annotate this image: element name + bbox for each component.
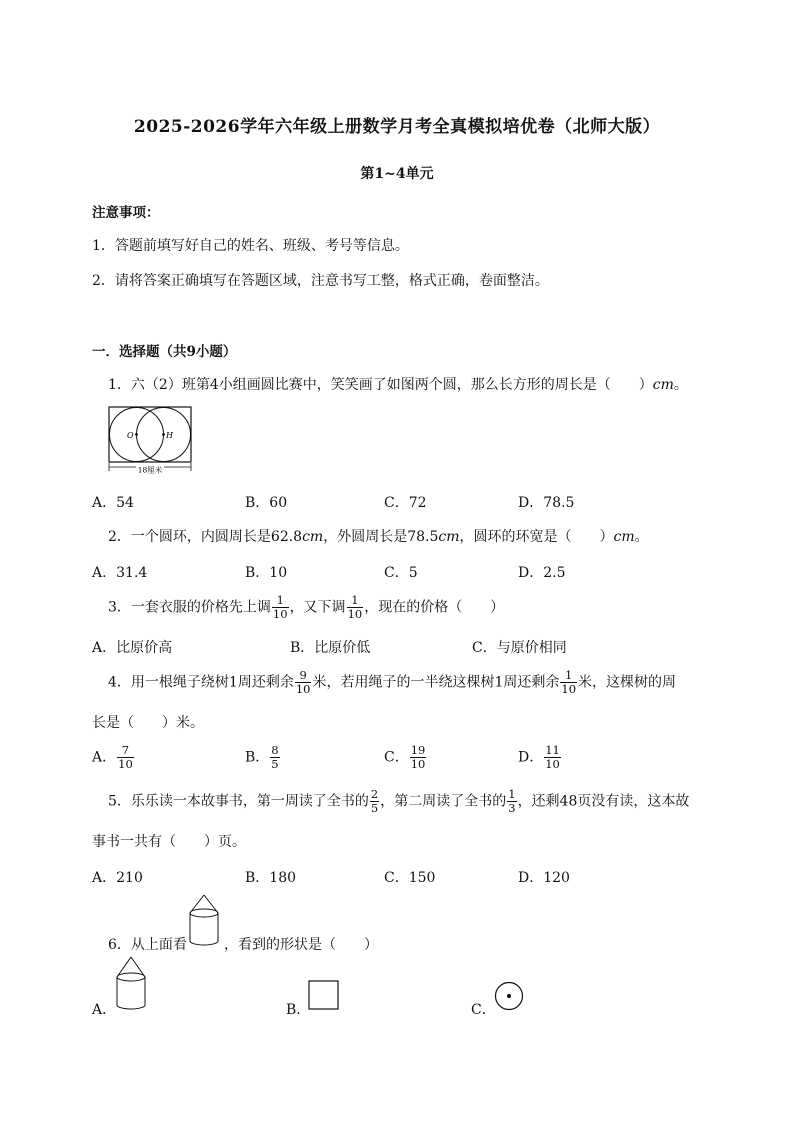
q1-option-d[interactable]: D．78.5 bbox=[518, 495, 575, 511]
question-6-prefix: 6．从上面看 bbox=[108, 937, 187, 953]
q6-option-b-square-icon[interactable] bbox=[308, 980, 340, 1012]
question-1-unit: cm bbox=[652, 377, 674, 393]
figure-dimension-label: 18厘米 bbox=[137, 465, 163, 474]
question-5-text: 5．乐乐读一本故事书，第一周读了全书的 $\frac{2}{5}$ ，第二周读了全书的 $\frac{1}{3}$ ，还剩48页没有读，这本故 bbox=[108, 787, 690, 815]
q4-option-d[interactable]: D． $\frac{11}{10}$ bbox=[518, 743, 560, 771]
question-4-line2: 长是（ ）米。 bbox=[92, 715, 204, 731]
q5-option-d[interactable]: D．120 bbox=[518, 870, 570, 886]
q4-option-a[interactable]: A． $\frac{7}{10}$ bbox=[92, 743, 133, 771]
q2-option-d[interactable]: D．2.5 bbox=[518, 565, 566, 581]
question-1-tail: 。 bbox=[673, 377, 688, 393]
figure-rectangle bbox=[109, 407, 191, 462]
q5-option-a[interactable]: A．210 bbox=[92, 870, 143, 886]
q6-option-c-circle-dot-icon[interactable] bbox=[494, 981, 524, 1011]
q3-fraction-1: $\frac{1}{10}$ bbox=[272, 593, 288, 621]
q1-option-b[interactable]: B．60 bbox=[245, 495, 288, 511]
q2-option-c[interactable]: C．5 bbox=[384, 565, 418, 581]
two-circles-figure bbox=[108, 406, 193, 474]
notice-heading: 注意事项： bbox=[92, 205, 160, 221]
figure-label-o: O bbox=[127, 431, 134, 440]
page-title: 2025-2026学年六年级上册数学月考全真模拟培优卷（北师大版） bbox=[133, 117, 661, 137]
cone-cylinder-icon bbox=[187, 893, 221, 949]
q3-option-b[interactable]: B．比原价低 bbox=[290, 640, 371, 656]
q6-option-c-label[interactable]: C． bbox=[471, 1002, 496, 1018]
notice-item-2: 2．请将答案正确填写在答题区域，注意书写工整，格式正确，卷面整洁。 bbox=[92, 273, 549, 289]
q5-option-c[interactable]: C．150 bbox=[384, 870, 436, 886]
q4-fraction-2: $\frac{1}{10}$ bbox=[561, 668, 577, 696]
q4-option-c[interactable]: C． $\frac{19}{10}$ bbox=[384, 743, 426, 771]
question-2-text: 2．一个圆环，内圆周长是62.8cm，外圆周长是78.5cm，圆环的环宽是（ ）cm。 bbox=[108, 529, 649, 545]
q5-option-b[interactable]: B．180 bbox=[245, 870, 297, 886]
q6-option-b-label[interactable]: B． bbox=[286, 1002, 311, 1018]
notice-item-1: 1．答题前填写好自己的姓名、班级、考号等信息。 bbox=[92, 238, 409, 254]
q5-fraction-2: $\frac{1}{3}$ bbox=[508, 787, 516, 815]
q1-option-a[interactable]: A．54 bbox=[92, 495, 134, 511]
question-5-line2: 事书一共有（ ）页。 bbox=[92, 834, 246, 850]
q2-option-b[interactable]: B．10 bbox=[245, 565, 288, 581]
q1-option-c[interactable]: C．72 bbox=[384, 495, 427, 511]
section-heading: 一．选择题（共9小题） bbox=[92, 344, 237, 360]
q6-option-a-label[interactable]: A． bbox=[92, 1002, 117, 1018]
q3-option-a[interactable]: A．比原价高 bbox=[92, 640, 173, 656]
q3-fraction-2: $\frac{1}{10}$ bbox=[347, 593, 363, 621]
q6-option-a-cone-cylinder-icon[interactable] bbox=[114, 955, 148, 1013]
figure-center-h bbox=[162, 433, 165, 436]
q3-option-c[interactable]: C．与原价相同 bbox=[472, 640, 567, 656]
page-subtitle: 第1~4单元 bbox=[360, 166, 434, 182]
question-3-text: 3．一套衣服的价格先上调 $\frac{1}{10}$ ，又下调 $\frac{1}{10}$ ，现在的价格（ ） bbox=[108, 593, 505, 621]
question-4-text: 4．用一根绳子绕树1周还剩余 $\frac{9}{10}$ 米，若用绳子的一半绕这棵树1周还剩余 $\frac{1}{10}$ 米，这棵树的周 bbox=[108, 668, 677, 696]
q5-fraction-1: $\frac{2}{5}$ bbox=[370, 787, 379, 815]
question-6-suffix: ，看到的形状是（ ） bbox=[224, 937, 378, 953]
q2-option-a[interactable]: A．31.4 bbox=[92, 565, 148, 581]
figure-center-o bbox=[135, 433, 138, 436]
q4-fraction-1: $\frac{9}{10}$ bbox=[295, 668, 311, 696]
question-1-text bbox=[108, 374, 688, 394]
figure-label-h: H bbox=[166, 431, 173, 440]
q4-option-b[interactable]: B． $\frac{8}{5}$ bbox=[245, 743, 279, 771]
question-1-stem: 1．六（2）班第4小组画圆比赛中，笑笑画了如图两个圆，那么长方形的周长是（ ） bbox=[108, 377, 653, 393]
